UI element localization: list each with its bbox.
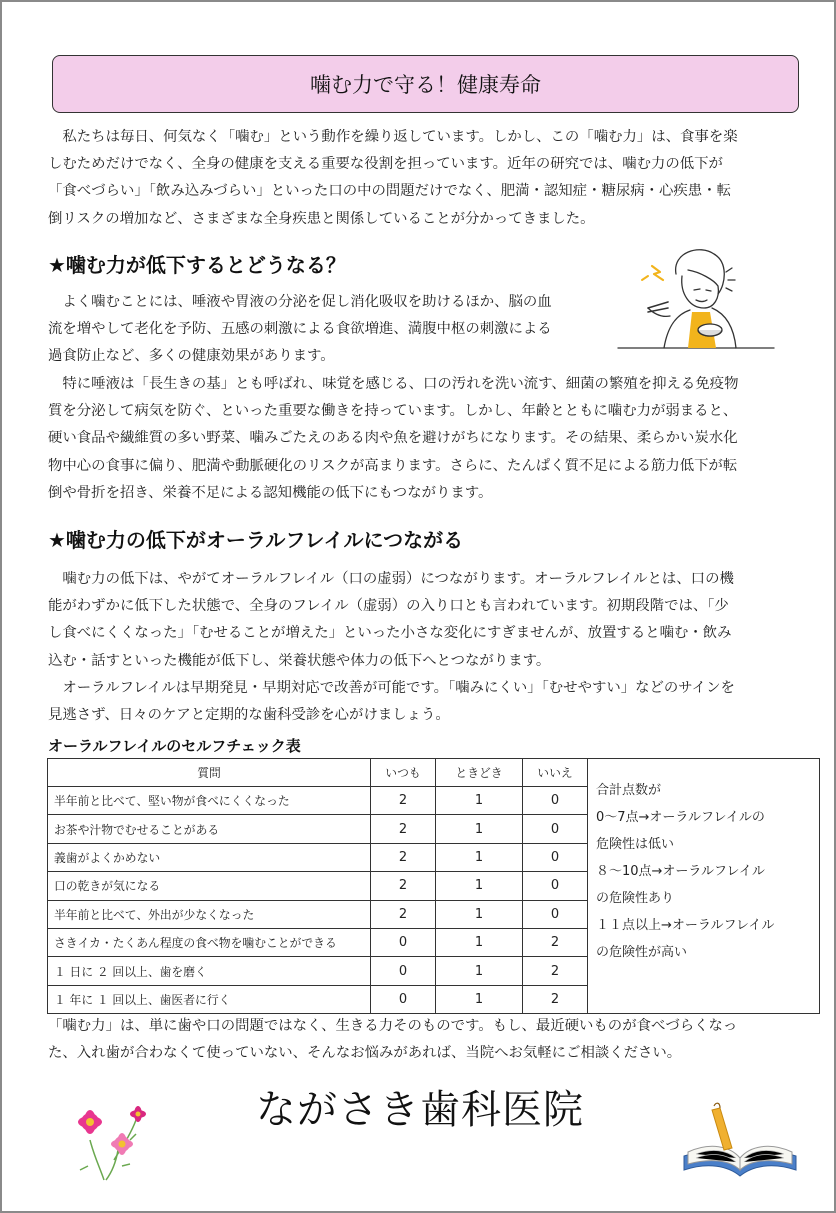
column-header: 質問 [48, 759, 371, 787]
clinic-name: ながさき歯科医院 [256, 1087, 584, 1133]
section1-heading: ★噛む力が低下するとどうなる？ [48, 253, 346, 277]
scoring-line: 危険性は低い [596, 837, 675, 852]
score-cell: 0 [523, 815, 588, 843]
score-cell: 0 [371, 985, 436, 1013]
question-cell: さきイカ・たくあん程度の食べ物を噛むことができる [48, 928, 371, 956]
elderly-woman-chewing-illustration [614, 242, 779, 354]
text-line: 込む・話すといった機能が低下し、栄養状態や体力の低下へとつながります。 [48, 652, 551, 669]
score-cell: 2 [523, 985, 588, 1013]
text-line: よく噛むことには、唾液や胃液の分泌を促し消化吸収を助けるほか、脳の血 [48, 294, 552, 310]
scoring-guide [588, 759, 820, 1014]
section2-heading: ★噛む力の低下がオーラルフレイルにつながる [48, 528, 464, 552]
score-cell: 1 [436, 985, 523, 1013]
score-cell: 0 [523, 900, 588, 928]
score-cell: 0 [523, 872, 588, 900]
self-check-table [47, 758, 820, 1014]
text-line: 噛む力の低下は、やがてオーラルフレイル（口の虚弱）につながります。オーラルフレイルとは、口の機 [48, 571, 734, 587]
question-cell: 半年前と比べて、外出が少なくなった [48, 900, 371, 928]
question-cell: 義歯がよくかめない [48, 843, 371, 871]
score-cell: 2 [523, 957, 588, 985]
score-cell: 2 [371, 815, 436, 843]
question-cell: １ 年に １ 回以上、歯医者に行く [48, 985, 371, 1013]
score-cell: 2 [371, 787, 436, 815]
text-line: し食べにくくなった」「むせることが増えた」といった小さな変化にすぎませんが、放置すると噛む・飲み [48, 625, 732, 642]
section1-paragraph-2 [48, 371, 738, 507]
score-cell: 0 [523, 787, 588, 815]
open-book-illustration [678, 1102, 802, 1184]
text-line: 能がわずかに低下した状態で、全身のフレイル（虚弱）の入り口とも言われています。初期段階では、「少 [48, 598, 729, 615]
scoring-line: の危険性あり [596, 891, 675, 906]
score-cell: 2 [371, 872, 436, 900]
column-header: ときどき [436, 759, 523, 787]
score-cell: 1 [436, 928, 523, 956]
scoring-line: １１点以上→オーラルフレイル [596, 918, 775, 933]
score-cell: 0 [523, 843, 588, 871]
text-line: 「噛む力」は、単に歯や口の問題ではなく、生きる力そのものです。もし、最近硬いものが食べづらくなっ [48, 1018, 738, 1034]
score-cell: 2 [523, 928, 588, 956]
text-line: オーラルフレイルは早期発見・早期対応で改善が可能です。「噛みにくい」「むせやすい」などのサインを [48, 679, 735, 696]
text-line: 見逃さず、日々のケアと定期的な歯科受診を心がけましょう。 [48, 707, 450, 724]
column-header: いつも [371, 759, 436, 787]
text-line: 硬い食品や繊維質の多い野菜、噛みごたえのある肉や魚を避けがちになります。その結果、柔らかい炭水化 [48, 430, 738, 447]
text-line: 物中心の食事に偏り、肥満や動脈硬化のリスクが高まります。さらに、たんぱく質不足による筋力低下が転 [48, 457, 738, 474]
score-cell: 1 [436, 787, 523, 815]
page-title: 噛む力で守る！健康寿命 [52, 55, 799, 113]
question-cell: お茶や汁物でむせることがある [48, 815, 371, 843]
section2-paragraph-1 [48, 566, 735, 729]
score-cell: 1 [436, 957, 523, 985]
section1-paragraph-1 [48, 289, 552, 371]
score-cell: 2 [371, 900, 436, 928]
text-line: た、入れ歯が合わなくて使っていない、そんなお悩みがあれば、当院へお気軽にご相談ください。 [48, 1045, 682, 1062]
text-line: 過食防止など、多くの健康効果があります。 [48, 348, 335, 365]
score-cell: 2 [371, 843, 436, 871]
text-line: 倒リスクの増加など、さまざまな全身疾患と関係していることが分かってきました。 [48, 210, 595, 227]
table-header-row [48, 759, 820, 787]
checklist-title: オーラルフレイルのセルフチェック表 [48, 737, 301, 755]
text-line: 「食べづらい」「飲み込みづらい」といった口の中の問題だけでなく、肥満・認知症・糖尿病・心疾患・転 [48, 183, 731, 200]
score-cell: 1 [436, 900, 523, 928]
score-cell: 0 [371, 928, 436, 956]
score-cell: 1 [436, 815, 523, 843]
text-line: 私たちは毎日、何気なく「噛む」という動作を繰り返しています。しかし、この「噛む力」は、食事を楽 [48, 129, 738, 145]
scoring-line: ８～10点→オーラルフレイル [596, 864, 765, 879]
text-line: 特に唾液は「長生きの基」とも呼ばれ、味覚を感じる、口の汚れを洗い流す、細菌の繁殖を抑える免疫物 [48, 376, 739, 392]
scoring-line: の危険性が高い [596, 945, 688, 960]
score-cell: 1 [436, 872, 523, 900]
score-cell: 1 [436, 843, 523, 871]
text-line: 倒や骨折を招き、栄養不足による認知機能の低下にもつながります。 [48, 484, 493, 501]
intro-paragraph [48, 124, 738, 233]
score-cell: 0 [371, 957, 436, 985]
scoring-line: 合計点数が [596, 783, 662, 798]
question-cell: 半年前と比べて、堅い物が食べにくくなった [48, 787, 371, 815]
text-line: しむためだけでなく、全身の健康を支える重要な役割を担っています。近年の研究では、噛む力の低下が [48, 156, 723, 173]
text-line: 流を増やして老化を予防、五感の刺激による食欲増進、満腹中枢の刺激による [48, 321, 552, 338]
question-cell: １ 日に ２ 回以上、歯を磨く [48, 957, 371, 985]
text-line: 質を分泌して病気を防ぐ、といった重要な働きを持っています。しかし、年齢とともに噛む力が弱まると、 [48, 403, 738, 420]
scoring-line: 0～7点→オーラルフレイルの [596, 810, 765, 825]
question-cell: 口の乾きが気になる [48, 872, 371, 900]
closing-paragraph [48, 1013, 737, 1067]
column-header: いいえ [523, 759, 588, 787]
